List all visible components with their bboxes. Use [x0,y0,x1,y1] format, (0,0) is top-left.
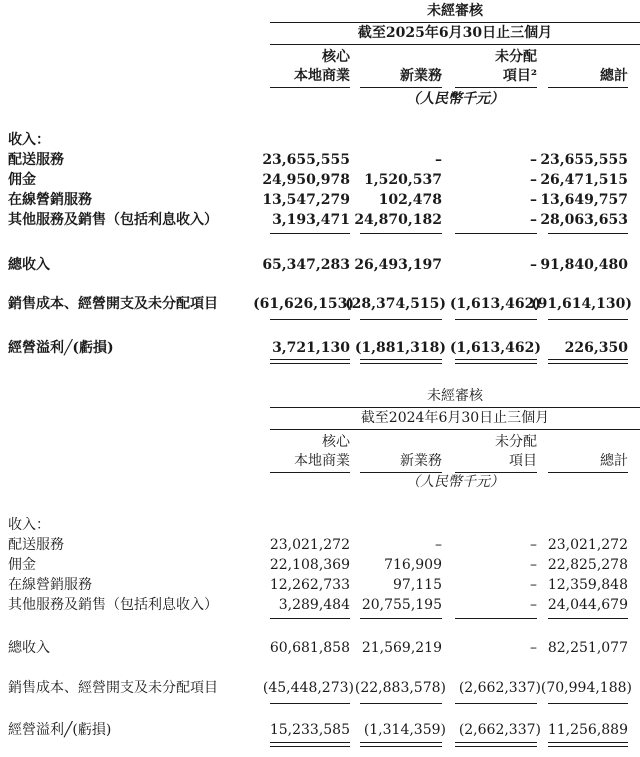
col-unalloc-line2: 項目² [502,68,537,84]
audit-status: 未經審核 [427,3,483,19]
cell-new: 20,755,195 [361,597,442,613]
subtotal-rule [270,319,350,320]
cell-new: 24,870,182 [354,212,442,228]
cell-core: 12,262,733 [269,577,350,593]
cell-unalloc: – [530,172,537,188]
cell-new: 26,493,197 [354,257,442,273]
subtotal-rule [548,233,628,234]
col-unalloc-line1: 未分配 [495,434,537,450]
row-label: 佣金 [8,172,36,188]
cell-new: – [435,537,442,553]
col-new: 新業務 [400,453,442,469]
cell-unalloc: – [530,557,537,573]
row-label: 總收入 [8,640,50,656]
row-label: 在線營銷服務 [8,577,92,593]
total-double-rule [360,742,442,747]
total-double-rule [270,359,350,364]
cell-core: 3,193,471 [272,212,350,228]
cell-total: 13,649,757 [540,192,628,208]
cell-new: (1,314,359) [363,722,446,738]
subtotal-rule [455,703,537,704]
cell-total: 28,063,653 [540,212,628,228]
subtotal-rule [455,233,537,234]
col-unalloc-line1: 未分配 [495,49,537,65]
subtotal-rule [270,618,350,619]
cell-new: (28,374,515) [345,296,446,312]
period-label: 截至2024年6月30日止三個月 [360,410,550,426]
header-rule [270,22,640,23]
subtotal-rule [455,618,537,619]
cell-new: (1,881,318) [354,340,446,356]
col-core-line1: 核心 [322,434,350,450]
cell-core: 23,655,555 [262,152,350,168]
header-rule [270,44,640,45]
cell-total: (91,614,130) [531,296,632,312]
cell-unalloc: (1,613,462) [449,296,541,312]
cell-unalloc: – [530,640,537,656]
subtotal-rule [548,618,628,619]
row-label: 其他服務及銷售（包括利息收入） [8,212,218,228]
cell-unalloc: (2,662,337) [458,680,541,696]
cell-core: 3,289,484 [278,597,350,613]
col-rule [270,87,350,88]
col-core-line2: 本地商業 [294,68,350,84]
cell-unalloc: – [530,192,537,208]
row-label: 配送服務 [8,152,64,168]
subtotal-rule [548,703,628,704]
col-rule [548,87,628,88]
row-label: 佣金 [8,557,36,573]
total-double-rule [270,742,350,747]
cell-new: 97,115 [393,577,442,593]
row-label: 銷售成本、經營開支及未分配項目 [8,680,218,696]
cell-total: 12,359,848 [547,577,628,593]
row-label: 在線營銷服務 [8,192,92,208]
cell-new: 102,478 [378,192,442,208]
col-total: 總計 [600,68,628,84]
col-total: 總計 [600,453,628,469]
unit-label: （人民幣千元） [406,474,504,490]
audit-status: 未經審核 [427,388,483,404]
cell-unalloc: (1,613,462) [449,340,541,356]
row-label: 銷售成本、經營開支及未分配項目 [8,296,218,312]
subtotal-rule [455,319,537,320]
cell-new: 21,569,219 [361,640,442,656]
row-label: 經營溢利╱(虧損) [8,340,114,356]
subtotal-rule [360,703,442,704]
row-label: 經營溢利╱(虧損) [8,722,112,738]
row-label: 總收入 [8,257,50,273]
revenue-heading: 收入： [8,517,50,533]
cell-total: 226,350 [564,340,628,356]
col-rule [360,87,442,88]
cell-unalloc: – [530,577,537,593]
cell-core: 60,681,858 [269,640,350,656]
cell-core: 13,547,279 [262,192,350,208]
unit-label: （人民幣千元） [406,91,504,107]
cell-new: (22,883,578) [354,680,446,696]
cell-unalloc: (2,662,337) [458,722,541,738]
subtotal-rule [270,703,350,704]
period-label: 截至2025年6月30日止三個月 [357,25,553,41]
header-rule [270,407,640,408]
cell-total: 23,655,555 [540,152,628,168]
cell-core: 22,108,369 [269,557,350,573]
cell-unalloc: – [530,152,537,168]
cell-core: 23,021,272 [269,537,350,553]
total-double-rule [548,742,628,747]
subtotal-rule [270,233,350,234]
total-double-rule [548,359,628,364]
cell-total: 82,251,077 [547,640,628,656]
cell-core: 3,721,130 [272,340,350,356]
cell-total: 11,256,889 [547,722,628,738]
cell-unalloc: – [530,597,537,613]
cell-unalloc: – [530,537,537,553]
cell-core: (45,448,273) [262,680,354,696]
cell-total: 23,021,272 [547,537,628,553]
cell-core: 65,347,283 [262,257,350,273]
col-core-line2: 本地商業 [294,453,350,469]
cell-total: (70,994,188) [540,680,632,696]
col-rule [455,87,537,88]
subtotal-rule [360,233,442,234]
cell-total: 24,044,679 [547,597,628,613]
cell-total: 26,471,515 [540,172,628,188]
header-rule [270,429,640,430]
cell-core: 15,233,585 [269,722,350,738]
col-new: 新業務 [400,68,442,84]
subtotal-rule [360,618,442,619]
cell-core: 24,950,978 [262,172,350,188]
cell-new: – [435,152,442,168]
cell-new: 1,520,537 [364,172,442,188]
col-unalloc-line2: 項目 [509,453,537,469]
row-label: 其他服務及銷售（包括利息收入） [8,597,218,613]
cell-unalloc: – [530,257,537,273]
total-double-rule [455,359,537,364]
subtotal-rule [548,319,628,320]
total-double-rule [360,359,442,364]
cell-total: 91,840,480 [540,257,628,273]
row-label: 配送服務 [8,537,64,553]
revenue-heading: 收入： [8,132,50,148]
cell-unalloc: – [530,212,537,228]
total-double-rule [455,742,537,747]
cell-total: 22,825,278 [547,557,628,573]
cell-core: (61,626,153) [253,296,354,312]
col-core-line1: 核心 [322,49,350,65]
cell-new: 716,909 [384,557,442,573]
subtotal-rule [360,319,442,320]
